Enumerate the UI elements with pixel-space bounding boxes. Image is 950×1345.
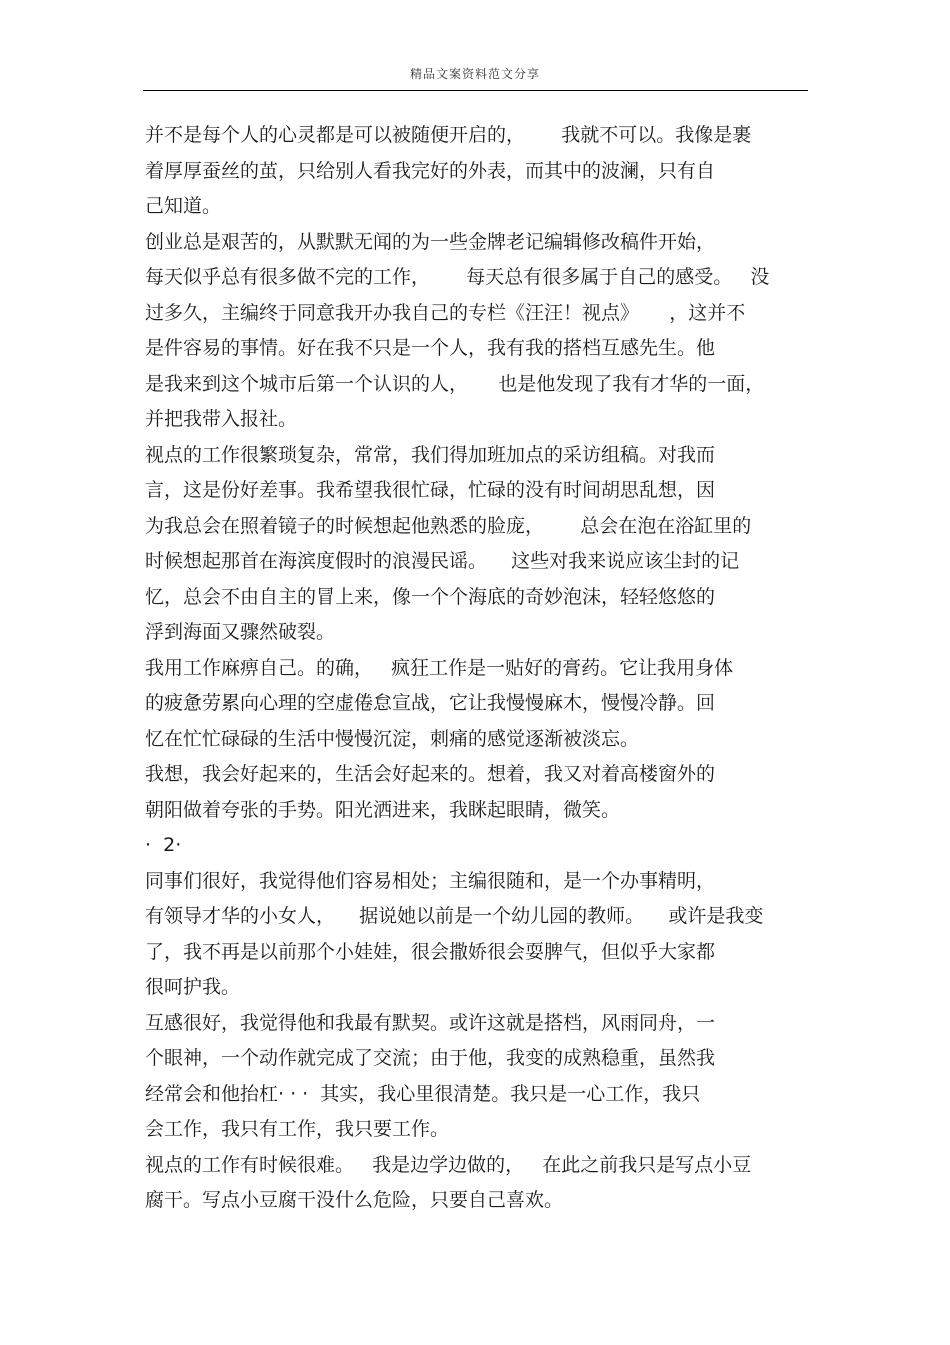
text-line: 视点的工作很繁琐复杂，常常，我们得加班加点的采访组稿。对我而 — [145, 443, 716, 466]
text-line: 时候想起那首在海滨度假时的浪漫民谣。 这些对我来说应该尘封的记 — [145, 550, 740, 572]
text-line: 并不是每个人的心灵都是可以被随便开启的， 我就不可以。我像是裹 — [145, 124, 752, 146]
text-line: 腐干。写点小豆腐干没什么危险，只要自己喜欢。 — [145, 1189, 564, 1211]
text-line: 我想，我会好起来的，生活会好起来的。想着，我又对着高楼窗外的 — [145, 763, 716, 785]
text-line: 是我来到这个城市后第一个认识的人， 也是他发现了我有才华的一面， — [145, 372, 765, 395]
text-line: 个眼神，一个动作就完成了交流；由于他，我变的成熟稳重，虽然我 — [145, 1047, 716, 1069]
text-line: 并把我带入报社。 — [145, 408, 298, 430]
text-line: 己知道。 — [145, 195, 222, 217]
document-body — [145, 118, 815, 1219]
text-line: 朝阳做着夸张的手势。阳光洒进来，我眯起眼睛，微笑。 — [145, 798, 621, 821]
text-line: 的疲惫劳累向心理的空虚倦怠宣战，它让我慢慢麻木，慢慢冷静。回 — [145, 692, 716, 714]
text-line: 同事们很好，我觉得他们容易相处；主编很随和，是一个办事精明， — [145, 869, 716, 892]
text-line: 忆，总会不由自主的冒上来，像一个个海底的奇妙泡沫，轻轻悠悠的 — [145, 585, 716, 608]
text-line: 了，我不再是以前那个小娃娃，很会撒娇很会耍脾气，但似乎大家都 — [145, 940, 716, 963]
text-line: 着厚厚蚕丝的茧，只给别人看我完好的外表，而其中的波澜，只有自 — [145, 159, 716, 182]
page-header: 精品文案资料范文分享 — [409, 67, 540, 81]
text-line: 忆在忙忙碌碌的生活中慢慢沉淀，刺痛的感觉逐渐被淡忘。 — [145, 727, 640, 750]
text-line: 创业总是艰苦的，从默默无闻的为一些金牌老记编辑修改稿件开始， — [145, 230, 716, 253]
text-line: 每天似乎总有很多做不完的工作， 每天总有很多属于自己的感受。 没 — [145, 266, 770, 288]
text-line: 浮到海面又骤然破裂。 — [145, 621, 336, 643]
text-line: 为我总会在照着镜子的时候想起他熟悉的脸庞， 总会在泡在浴缸里的 — [145, 514, 752, 537]
text-line: 言，这是份好差事。我希望我很忙碌，忙碌的没有时间胡思乱想，因 — [145, 479, 716, 501]
text-line: 很呵护我。 — [145, 976, 241, 998]
text-line: 过多久，主编终于同意我开办我自己的专栏《汪汪！视点》 ，这并不 — [145, 301, 746, 324]
page-number-marker: · 2· — [145, 834, 182, 856]
text-line: 有领导才华的小女人， 据说她以前是一个幼儿园的教师。 或许是我变 — [145, 905, 764, 927]
text-line: 是件容易的事情。好在我不只是一个人，我有我的搭档互感先生。他 — [145, 337, 716, 359]
text-line: 经常会和他抬杠· · · 其实，我心里很清楚。我只是一心工作，我只 — [145, 1082, 701, 1105]
text-line: 互感很好，我觉得他和我最有默契。或许这就是搭档，风雨同舟，一 — [145, 1011, 716, 1034]
text-line: 我用工作麻痹自己。的确， 疯狂工作是一贴好的膏药。它让我用身体 — [145, 656, 734, 679]
text-line: 视点的工作有时候很难。 我是边学边做的， 在此之前我只是写点小豆 — [145, 1153, 752, 1176]
header-divider — [143, 90, 808, 91]
text-line: 会工作，我只有工作，我只要工作。 — [145, 1118, 450, 1140]
